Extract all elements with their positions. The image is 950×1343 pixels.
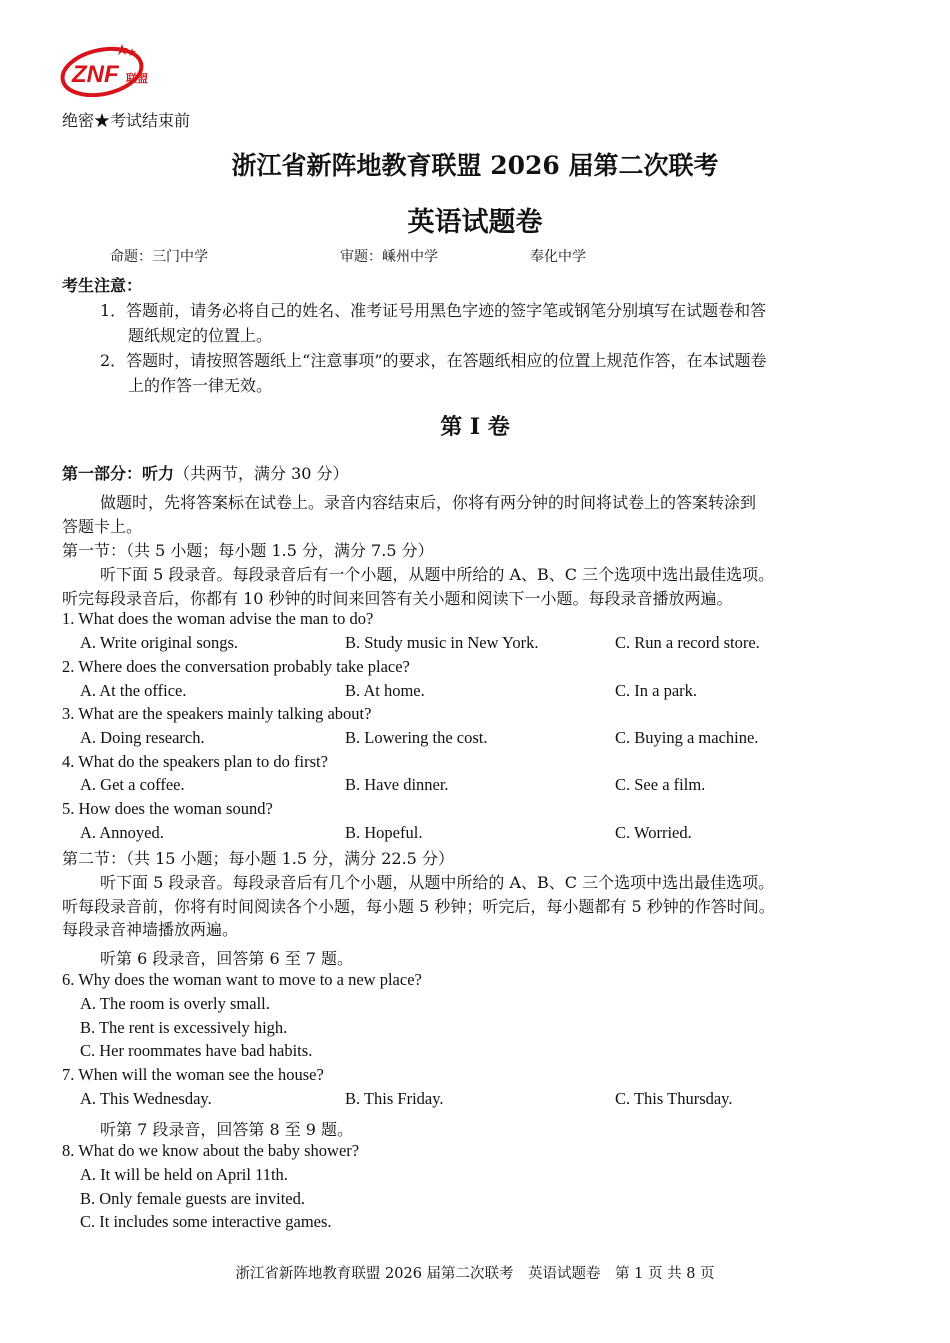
q8-option-a: A. It will be held on April 11th. [80,1165,288,1184]
section1-heading: 第一节：（共 5 小题；每小题 1.5 分，满分 7.5 分） [62,541,434,560]
question-3: 3. What are the speakers mainly talking about? [62,704,372,723]
section2-intro-line-3: 每段录音神墙播放两遍。 [62,920,239,939]
section1-intro-line-1: 听下面 5 段录音。每段录音后有一个小题，从题中所给的 A、B、C 三个选项中选出最佳选项。 [100,565,775,584]
q3-option-c: C. Buying a machine. [615,728,759,747]
part1-intro-line-1: 做题时，先将答案标在试卷上。录音内容结束后，你将有两分钟的时间将试卷上的答案转涂到 [100,493,757,512]
reviewer-2: 奉化中学 [530,249,586,265]
notice-item-2-line-1: 2．答题时，请按照答题纸上“注意事项”的要求，在答题纸相应的位置上规范作答，在本试题卷 [100,351,767,370]
q4-option-b: B. Have dinner. [345,775,449,794]
question-6: 6. Why does the woman want to move to a new place? [62,970,422,989]
question-8: 8. What do we know about the baby shower? [62,1141,360,1160]
question-4: 4. What do the speakers plan to do first? [62,752,328,771]
q1-option-a: A. Write original songs. [80,633,239,652]
exam-title: 浙江省新阵地教育联盟 2026 届第二次联考 [231,151,719,180]
svg-text:ZNF: ZNF [72,61,119,88]
part1-heading [62,461,349,484]
notice-heading: 考生注意： [62,276,143,295]
reviewer: 审题：嵊州中学 [340,249,438,265]
q2-option-c: C. In a park. [615,681,698,700]
notice-item-1-line-2: 题纸规定的位置上。 [128,326,273,345]
svg-text:联盟: 联盟 [126,72,148,85]
notice-item-1-line-1: 1．答题前，请务必将自己的姓名、准考证号用黑色字迹的签字笔或钢笔分别填写在试题卷和答 [100,301,767,320]
alliance-logo [58,38,158,100]
part1-heading-bold: 第一部分：听力 [62,464,175,483]
q6-option-a: A. The room is overly small. [80,994,270,1013]
q7-option-c: C. This Thursday. [615,1089,733,1108]
notice-item-2-line-2: 上的作答一律无效。 [128,376,273,395]
proposer: 命题：三门中学 [110,249,208,265]
q3-option-b: B. Lowering the cost. [345,728,488,747]
q8-option-c: C. It includes some interactive games. [80,1212,332,1231]
exam-subtitle: 英语试题卷 [407,207,543,238]
q5-option-a: A. Annoyed. [80,823,164,842]
confidential-label: 绝密★考试结束前 [62,111,191,130]
page-footer: 浙江省新阵地教育联盟 2026 届第二次联考 英语试题卷 第 1 页 共 8 页 [235,1266,715,1282]
q1-option-c: C. Run a record store. [615,633,760,652]
part1-heading-rest: （共两节，满分 30 分） [174,464,349,483]
q4-option-c: C. See a film. [615,775,706,794]
section2-intro-line-1: 听下面 5 段录音。每段录音后有几个小题，从题中所给的 A、B、C 三个选项中选出最佳选项。 [100,873,775,892]
volume-title: 第 I 卷 [440,414,510,440]
q2-option-b: B. At home. [345,681,425,700]
part1-intro-line-2: 答题卡上。 [62,517,143,536]
passage-6-instruction: 听第 6 段录音，回答第 6 至 7 题。 [100,949,354,968]
section2-intro-line-2: 听每段录音前，你将有时间阅读各个小题，每小题 5 秒钟；听完后，每小题都有 5 秒钟的作答时间。 [62,897,775,916]
q5-option-b: B. Hopeful. [345,823,423,842]
q3-option-a: A. Doing research. [80,728,205,747]
question-1: 1. What does the woman advise the man to do? [62,609,374,628]
q5-option-c: C. Worried. [615,823,692,842]
q7-option-b: B. This Friday. [345,1089,444,1108]
q4-option-a: A. Get a coffee. [80,775,185,794]
passage-7-instruction: 听第 7 段录音，回答第 8 至 9 题。 [100,1120,354,1139]
question-5: 5. How does the woman sound? [62,799,273,818]
question-7: 7. When will the woman see the house? [62,1065,324,1084]
question-2: 2. Where does the conversation probably take place? [62,657,410,676]
q2-option-a: A. At the office. [80,681,187,700]
q1-option-b: B. Study music in New York. [345,633,539,652]
q6-option-c: C. Her roommates have bad habits. [80,1041,313,1060]
q7-option-a: A. This Wednesday. [80,1089,212,1108]
section1-intro-line-2: 听完每段录音后，你都有 10 秒钟的时间来回答有关小题和阅读下一小题。每段录音播放两遍。 [62,589,733,608]
section2-heading: 第二节：（共 15 小题；每小题 1.5 分，满分 22.5 分） [62,849,454,868]
q8-option-b: B. Only female guests are invited. [80,1189,305,1208]
q6-option-b: B. The rent is excessively high. [80,1018,288,1037]
